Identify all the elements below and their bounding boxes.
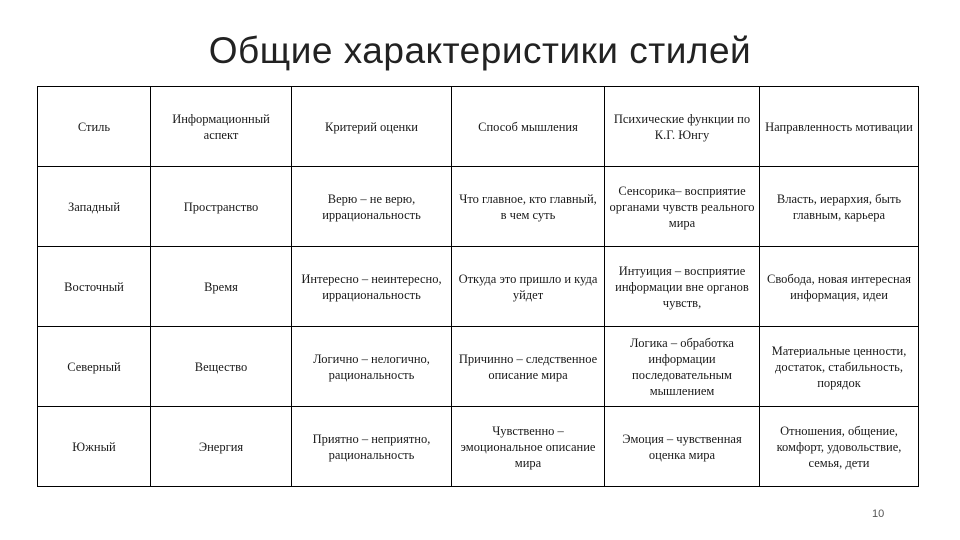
table-cell: Отношения, общение, комфорт, удовольствие, семья, дети xyxy=(760,407,919,487)
header-cell-style: Стиль xyxy=(38,87,151,167)
table-cell: Свобода, новая интересная информация, идеи xyxy=(760,247,919,327)
table-cell: Энергия xyxy=(151,407,292,487)
header-cell-info-aspect: Информационный аспект xyxy=(151,87,292,167)
table-cell: Логика – обработка информации последовательным мышлением xyxy=(605,327,760,407)
header-cell-motivation: Направленность мотивации xyxy=(760,87,919,167)
table-cell: Эмоция – чувственная оценка мира xyxy=(605,407,760,487)
table-cell: Причинно – следственное описание мира xyxy=(452,327,605,407)
table-cell: Власть, иерархия, быть главным, карьера xyxy=(760,167,919,247)
table-cell: Сенсорика– восприятие органами чувств реального мира xyxy=(605,167,760,247)
table-cell: Логично – нелогично, рациональность xyxy=(292,327,452,407)
slide-title: Общие характеристики стилей xyxy=(208,30,752,71)
table-row xyxy=(38,407,919,487)
styles-table xyxy=(37,86,919,487)
table-header-row xyxy=(38,87,919,167)
table-cell: Чувственно – эмоциональное описание мира xyxy=(452,407,605,487)
page-number: 10 xyxy=(872,508,885,520)
table-cell: Западный xyxy=(38,167,151,247)
table-cell: Материальные ценности, достаток, стабильность, порядок xyxy=(760,327,919,407)
table-cell: Южный xyxy=(38,407,151,487)
table-cell: Верю – не верю, иррациональность xyxy=(292,167,452,247)
table-cell: Интуиция – восприятие информации вне органов чувств, xyxy=(605,247,760,327)
table-cell: Северный xyxy=(38,327,151,407)
table-row xyxy=(38,167,919,247)
header-cell-criterion: Критерий оценки xyxy=(292,87,452,167)
table-cell: Приятно – неприятно, рациональность xyxy=(292,407,452,487)
table-cell: Пространство xyxy=(151,167,292,247)
table-cell: Восточный xyxy=(38,247,151,327)
table-cell: Что главное, кто главный, в чем суть xyxy=(452,167,605,247)
header-cell-thinking: Способ мышления xyxy=(452,87,605,167)
table-cell: Интересно – неинтересно, иррациональность xyxy=(292,247,452,327)
table-cell: Откуда это пришло и куда уйдет xyxy=(452,247,605,327)
table-row xyxy=(38,247,919,327)
header-cell-functions: Психические функции по К.Г. Юнгу xyxy=(605,87,760,167)
table-cell: Вещество xyxy=(151,327,292,407)
table-cell: Время xyxy=(151,247,292,327)
table-row xyxy=(38,327,919,407)
